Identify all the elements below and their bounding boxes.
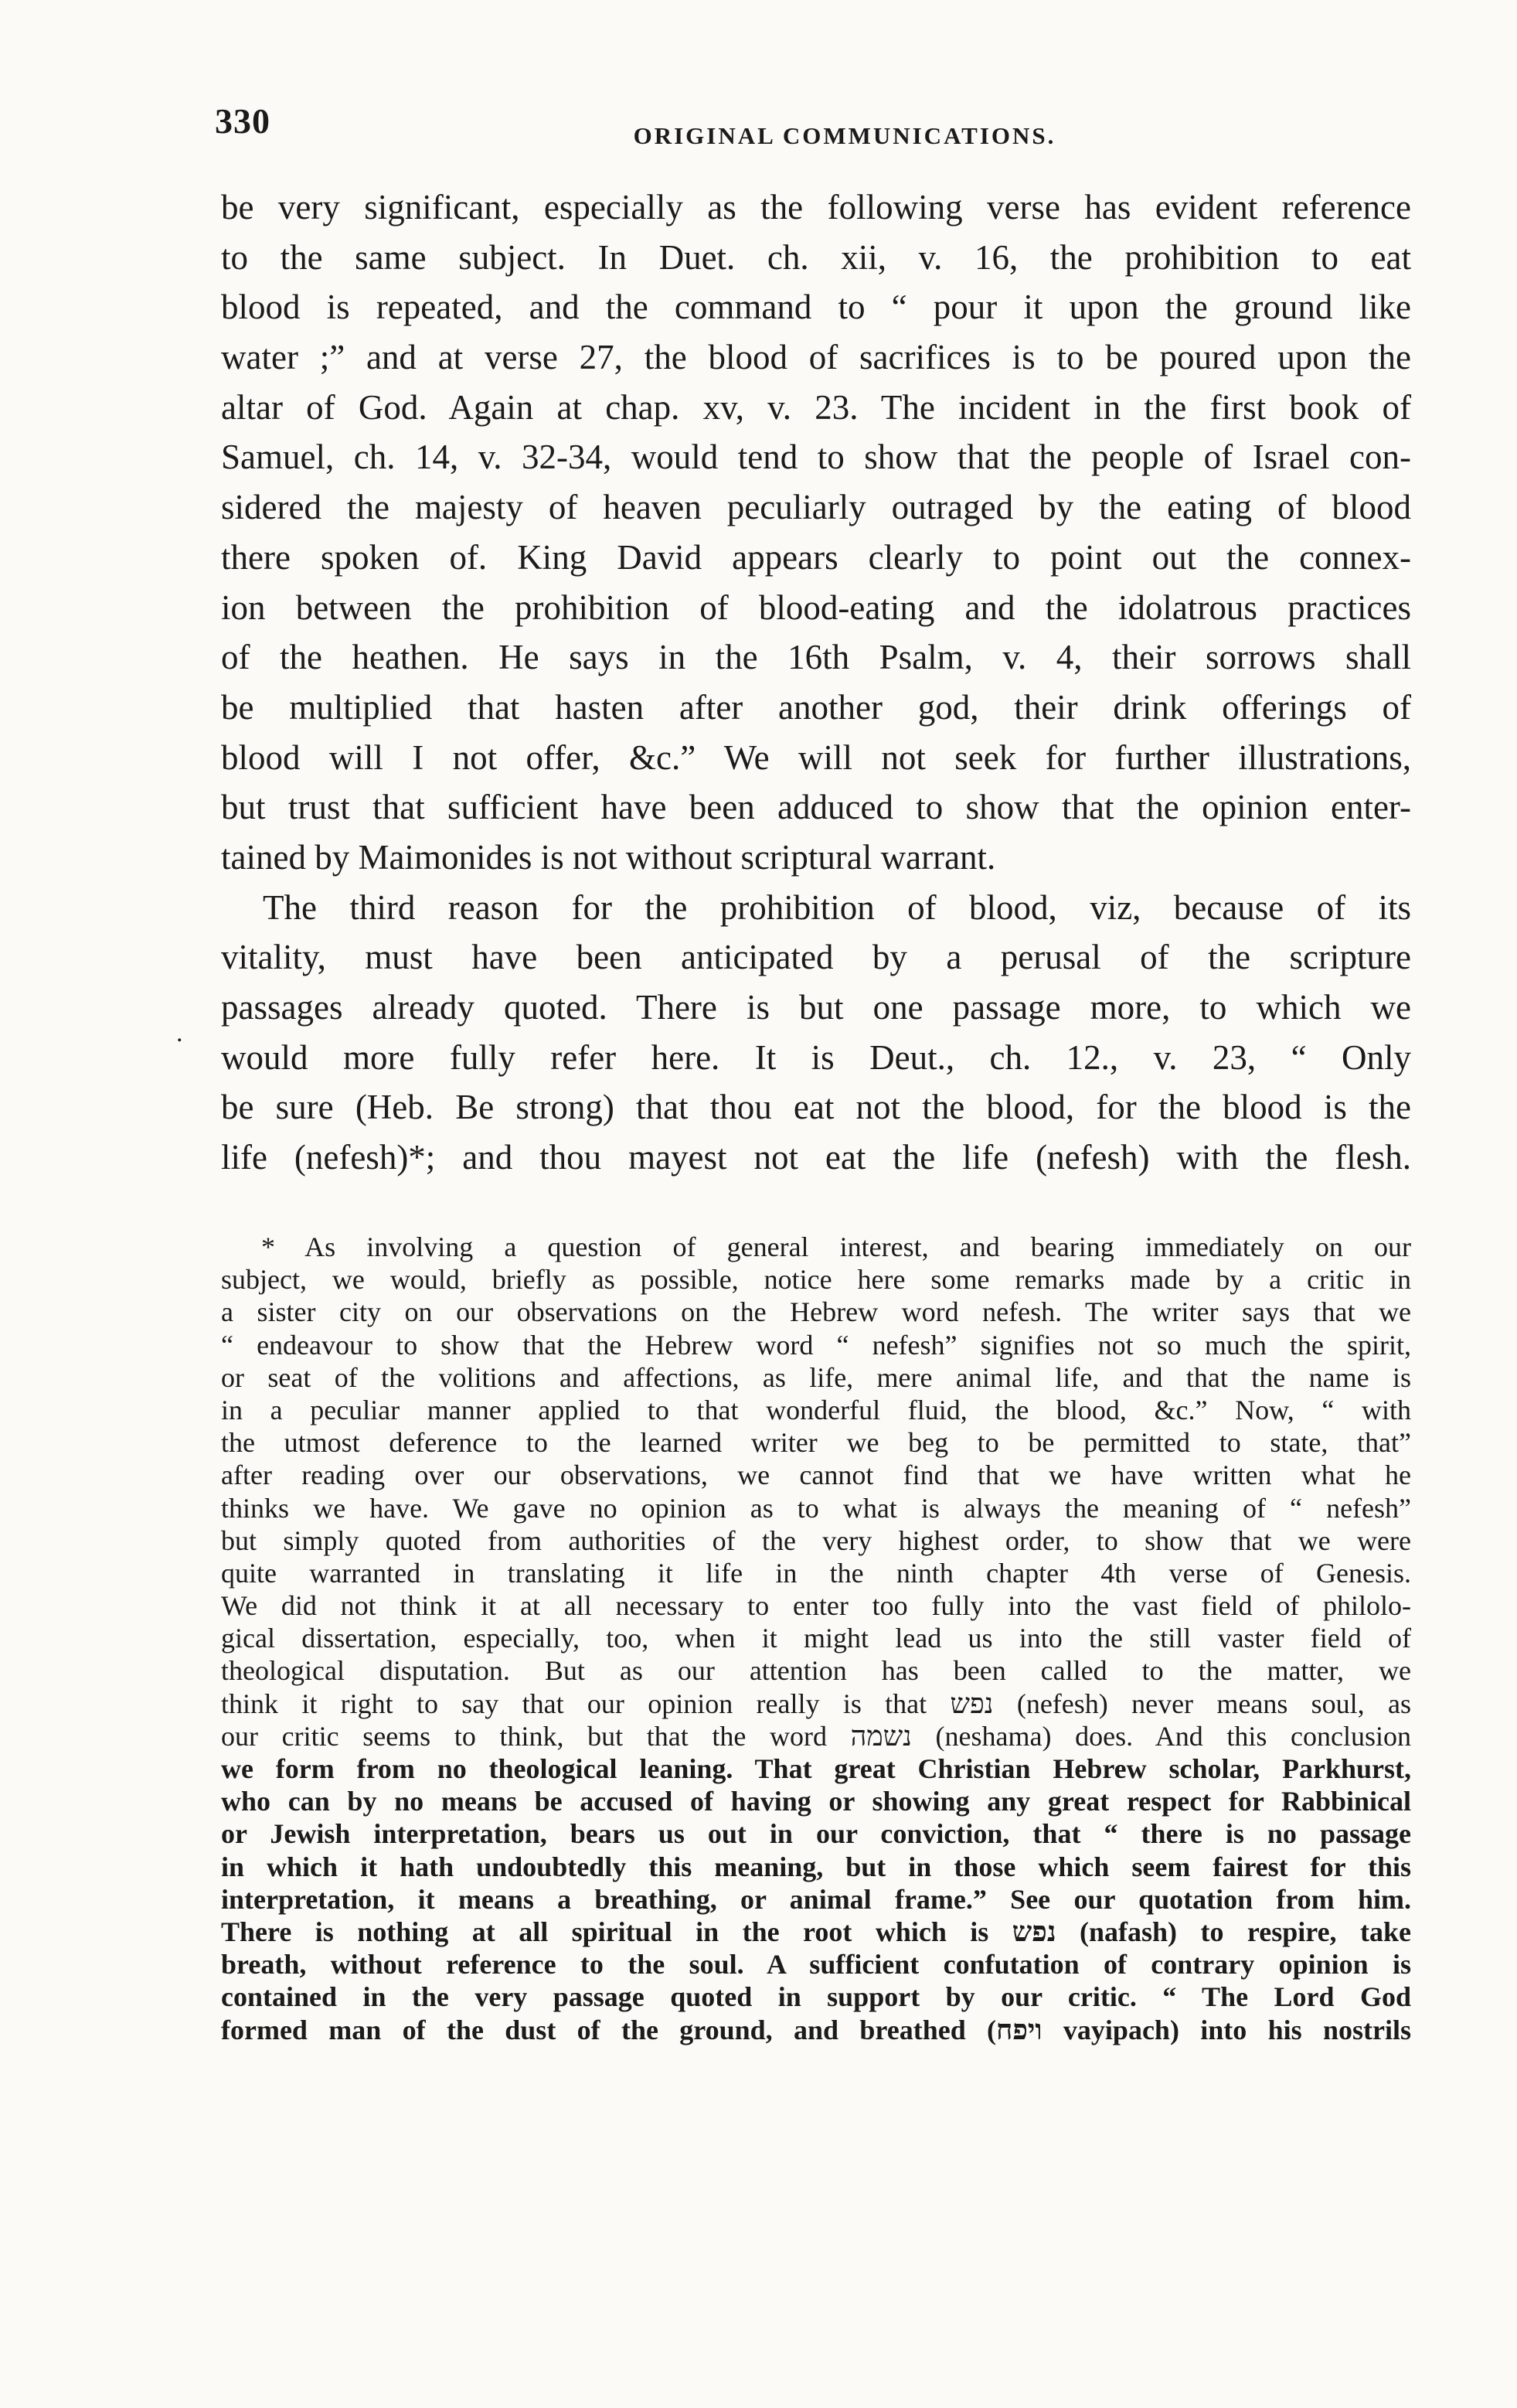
body-line: The third reason for the prohibition of blood, viz, because of its [263, 887, 1411, 927]
margin-mark: . [176, 1019, 183, 1047]
footnote-line: in a peculiar manner applied to that wonderful fluid, the blood, &c.” Now, “ with [221, 1394, 1411, 1425]
body-line: be multiplied that hasten after another god, their drink offerings of [221, 687, 1411, 727]
body-line: but trust that sufficient have been adduced to show that the opinion enter- [221, 788, 1411, 827]
footnote-line: in which it hath undoubtedly this meaning, but in those which seem fairest for this [221, 1851, 1411, 1882]
footnote-line: we form from no theological leaning. That great Christian Hebrew scholar, Parkhurst, [221, 1753, 1411, 1784]
footnote-line: but simply quoted from authorities of the very highest order, to show that we were [221, 1524, 1411, 1556]
footnote [221, 1231, 1411, 2046]
footnote-line: after reading over our observations, we cannot find that we have written what he [221, 1459, 1411, 1491]
footnote-line: “ endeavour to show that the Hebrew word “ nefesh” signifies not so much the spirit, [221, 1329, 1411, 1361]
footnote-line: the utmost deference to the learned writer we beg to be permitted to state, that” [221, 1427, 1411, 1459]
footnote-line: breath, without reference to the soul. A sufficient confutation of contrary opinion is [221, 1949, 1411, 1981]
footnote-line: think it right to say that our opinion really is that נפש (nefesh) never means soul, as [221, 1688, 1411, 1719]
body-line: sidered the majesty of heaven peculiarly outraged by the eating of blood [221, 488, 1411, 527]
body-line: life (nefesh)*; and thou mayest not eat the life (nefesh) with the flesh. [221, 1138, 1411, 1177]
footnote-line: contained in the very passage quoted in support by our critic. “ The Lord God [221, 1981, 1411, 2013]
body-line: vitality, must have been anticipated by a perusal of the scripture [221, 938, 1411, 977]
body-line: of the heathen. He says in the 16th Psalm, v. 4, their sorrows shall [221, 638, 1411, 677]
footnote-line: or Jewish interpretation, bears us out in our conviction, that “ there is no passage [221, 1818, 1411, 1850]
body-line: be sure (Heb. Be strong) that thou eat not the blood, for the blood is the [221, 1088, 1411, 1127]
body-line: there spoken of. King David appears clearly to point out the connex- [221, 537, 1411, 577]
footnote-line: or seat of the volitions and affections, as life, mere animal life, and that the name is [221, 1361, 1411, 1393]
body-line: ion between the prohibition of blood-eating and the idolatrous practices [221, 588, 1411, 627]
body-line: passages already quoted. There is but one passage more, to which we [221, 988, 1411, 1027]
footnote-bold-block [221, 1752, 1411, 2046]
footnote-line: formed man of the dust of the ground, and breathed (ויפח vayipach) into his nostrils [221, 2014, 1411, 2045]
footnote-line: our critic seems to think, but that the word נשמה (neshama) does. And this conclusion [221, 1720, 1411, 1752]
footnote-line: * As involving a question of general interest, and bearing immediately on our [261, 1231, 1411, 1262]
running-head: ORIGINAL COMMUNICATIONS. [633, 122, 1056, 149]
footnote-line: thinks we have. We gave no opinion as to what is always the meaning of “ nefesh” [221, 1492, 1411, 1524]
footnote-line: quite warranted in translating it life in the ninth chapter 4th verse of Genesis. [221, 1557, 1411, 1589]
footnote-line: gical dissertation, especially, too, when it might lead us into the still vaster field of [221, 1623, 1411, 1654]
footnote-line: There is nothing at all spiritual in the root which is נפש (nafash) to respire, take [221, 1916, 1412, 1947]
body-line: water ;” and at verse 27, the blood of sacrifices is to be poured upon the [221, 338, 1411, 377]
footnote-line: We did not think it at all necessary to enter too fully into the vast field of philolo- [221, 1590, 1411, 1622]
body-line: altar of God. Again at chap. xv, v. 23. The incident in the first book of [221, 387, 1411, 427]
footnote-line: who can by no means be accused of having or showing any great respect for Rabbinical [221, 1786, 1411, 1817]
body-line: to the same subject. In Duet. ch. xii, v. 16, the prohibition to eat [221, 237, 1411, 277]
body-line: blood is repeated, and the command to “ pour it upon the ground like [221, 288, 1411, 327]
page-number: 330 [215, 101, 270, 141]
body-line: would more fully refer here. It is Deut., ch. 12., v. 23, “ Only [221, 1037, 1411, 1077]
body-line: blood will I not offer, &c.” We will not seek for further illustrations, [221, 737, 1411, 777]
body-line: tained by Maimonides is not without scriptural warrant. [221, 837, 996, 877]
page-header [215, 100, 1405, 162]
body-line: Samuel, ch. 14, v. 32-34, would tend to show that the people of Israel con- [221, 438, 1411, 477]
footnote-line: interpretation, it means a breathing, or animal frame.” See our quotation from him. [221, 1883, 1411, 1915]
footnote-line: a sister city on our observations on the Hebrew word nefesh. The writer says that we [221, 1296, 1411, 1328]
footnote-line: theological disputation. But as our attention has been called to the matter, we [221, 1655, 1411, 1687]
body-line: be very significant, especially as the following verse has evident reference [221, 188, 1411, 226]
main-text [221, 182, 1411, 1183]
footnote-line: subject, we would, briefly as possible, notice here some remarks made by a critic in [221, 1264, 1411, 1296]
